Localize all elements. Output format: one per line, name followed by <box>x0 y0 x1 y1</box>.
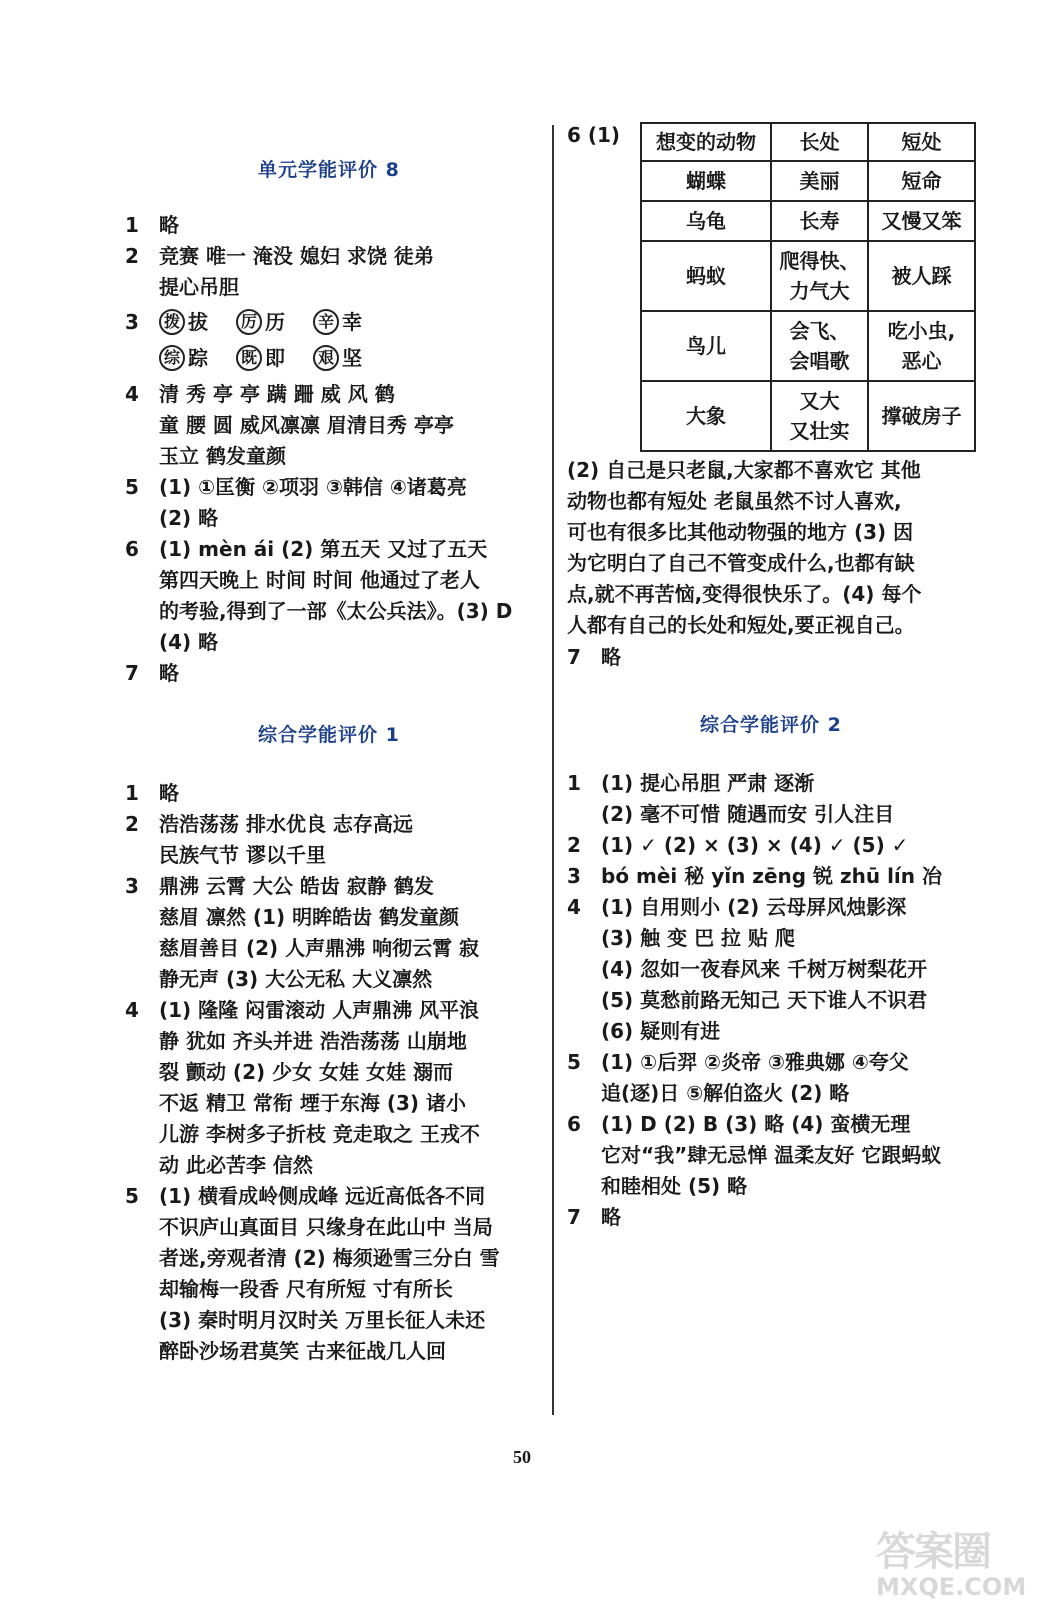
answer-line: 慈眉 凛然 (1) 明眸皓齿 鹤发童颜 <box>159 905 460 929</box>
answer-line: 儿游 李树多子折枝 竞走取之 王戎不 <box>159 1122 480 1146</box>
answer-line: (1) ✓ (2) × (3) × (4) ✓ (5) ✓ <box>601 833 909 857</box>
answer-line: 的考验,得到了一部《太公兵法》。(3) D <box>159 599 513 623</box>
answer-line: 略 <box>601 645 621 669</box>
answer-lines <box>601 642 621 673</box>
cell-text: 蝴蝶 <box>686 169 726 193</box>
table-cell <box>641 161 771 201</box>
answer-lines <box>159 995 480 1181</box>
question-number: 1 <box>125 781 139 805</box>
table-cell <box>771 123 868 161</box>
question-number: 7 <box>567 1205 581 1229</box>
answer-line: bó mèi 秘 yǐn zēng 锐 zhū lín 冶 <box>601 864 942 888</box>
cell-text: 又大 <box>799 389 840 413</box>
cell-text: 短命 <box>901 169 942 193</box>
answer-lines <box>159 379 454 472</box>
table-cell <box>868 241 975 311</box>
question-number: 7 <box>125 661 139 685</box>
cell-text: 长寿 <box>799 209 840 233</box>
question-number: 1 <box>125 213 139 237</box>
correct-char: 即 <box>265 346 285 370</box>
answer-lines <box>601 1047 909 1109</box>
table-cell <box>868 161 975 201</box>
answer-line: (4) 忽如一夜春风来 千树万树梨花开 <box>601 957 928 981</box>
answer-line: 追(逐)日 ⑤解伯盗火 (2) 略 <box>601 1081 850 1105</box>
answer-lines <box>159 472 467 534</box>
answer-lines <box>601 892 927 1047</box>
watermark-url: MXQE.COM <box>876 1573 1027 1601</box>
cell-text: 大象 <box>686 404 726 428</box>
correct-char: 幸 <box>342 310 362 334</box>
page-number: 50 <box>513 1447 531 1467</box>
table-cell <box>868 123 975 161</box>
table-cell <box>641 201 771 241</box>
answer-line: 可也有很多比其他动物强的地方 (3) 因 <box>567 520 914 544</box>
answer-line: (3) 触 变 巴 拉 贴 爬 <box>601 926 795 950</box>
table-cell <box>868 201 975 241</box>
correct-char: 坚 <box>342 346 362 370</box>
table-cell <box>771 381 868 451</box>
cell-text: 会唱歌 <box>789 349 850 373</box>
question-number: 3 <box>125 874 139 898</box>
table-cell <box>641 381 771 451</box>
table-row <box>641 381 975 451</box>
column-divider <box>552 125 554 1415</box>
cell-text: 撑破房子 <box>881 404 962 428</box>
answer-line: (6) 疑则有进 <box>601 1019 721 1043</box>
cell-text: 美丽 <box>799 169 840 193</box>
circled-wrong-char: 厉 <box>236 309 262 335</box>
table-cell <box>771 311 868 381</box>
answer-line: 动 此必苦李 信然 <box>159 1153 313 1177</box>
answer-line: (1) 提心吊胆 严肃 逐渐 <box>601 771 815 795</box>
question-number: 5 <box>125 475 139 499</box>
question-number: 2 <box>567 833 581 857</box>
answer-line: (1) mèn ái (2) 第五天 又过了五天 <box>159 537 488 561</box>
cell-text: 长处 <box>799 130 840 154</box>
answer-lines <box>159 534 512 658</box>
animal-comparison-table <box>640 122 976 452</box>
cell-text: 蚂蚁 <box>686 264 726 288</box>
circled-wrong-char: 拨 <box>159 309 185 335</box>
cell-text: 力气大 <box>789 279 850 303</box>
answer-line: 略 <box>601 1205 621 1229</box>
cell-text: 乌龟 <box>686 209 726 233</box>
answer-lines <box>159 658 179 689</box>
answer-line: 静 犹如 齐头并进 浩浩荡荡 山崩地 <box>159 1029 467 1053</box>
cell-text: 想变的动物 <box>656 130 756 154</box>
question-number: 4 <box>567 895 581 919</box>
question-number: 4 <box>125 998 139 1022</box>
question-6-continued <box>567 455 921 641</box>
question-number: 6 <box>567 1112 581 1136</box>
answer-line: (1) ①后羿 ②炎帝 ③雅典娜 ④夸父 <box>601 1050 909 1074</box>
circled-wrong-char: 辛 <box>313 309 339 335</box>
question-number: 4 <box>125 382 139 406</box>
table-row <box>641 311 975 381</box>
table-cell <box>868 311 975 381</box>
answer-line: 静无声 (3) 大公无私 大义凛然 <box>159 967 433 991</box>
table-cell <box>641 241 771 311</box>
answer-line: (3) 秦时明月汉时关 万里长征人未还 <box>159 1308 486 1332</box>
question-number: 6 <box>125 537 139 561</box>
table-cell <box>868 381 975 451</box>
circled-wrong-char: 综 <box>159 345 185 371</box>
correct-char: 拔 <box>188 310 208 334</box>
answer-lines <box>159 1181 500 1367</box>
answer-line: 为它明白了自己不管变成什么,也都有缺 <box>567 551 915 575</box>
question-number: 2 <box>125 812 139 836</box>
answer-lines <box>601 768 894 830</box>
answer-line: (1) 隆隆 闷雷滚动 人声鼎沸 风平浪 <box>159 998 480 1022</box>
answer-lines <box>159 241 434 303</box>
cell-text: 会飞、 <box>789 319 850 343</box>
cell-text: 爬得快、 <box>779 249 860 273</box>
answer-lines <box>159 871 479 995</box>
answer-line: 者迷,旁观者清 (2) 梅须逊雪三分白 雪 <box>159 1246 500 1270</box>
answer-line: 略 <box>159 661 179 685</box>
watermark-text: 答案圈 <box>876 1529 990 1575</box>
section-title-unit-8: 单元学能评价 8 <box>258 159 400 181</box>
question-6-label: 6 (1) <box>567 123 621 147</box>
table-cell <box>641 311 771 381</box>
answer-line: 浩浩荡荡 排水优良 志存高远 <box>159 812 413 836</box>
answer-lines <box>159 307 390 379</box>
answer-line: 裂 颤动 (2) 少女 女娃 女娃 溺而 <box>159 1060 453 1084</box>
answer-lines <box>601 1109 941 1202</box>
question-number: 5 <box>125 1184 139 1208</box>
answer-line: 第四天晚上 时间 时间 他通过了老人 <box>159 568 480 592</box>
answer-line: 和睦相处 (5) 略 <box>601 1174 748 1198</box>
question-number: 5 <box>567 1050 581 1074</box>
answer-line: 略 <box>159 781 179 805</box>
correct-char: 历 <box>265 310 285 334</box>
question-number: 1 <box>567 771 581 795</box>
cell-text: 短处 <box>901 130 942 154</box>
answer-line: 玉立 鹤发童颜 <box>159 444 286 468</box>
answer-line: 却输梅一段香 尺有所短 寸有所长 <box>159 1277 453 1301</box>
answer-line: (1) D (2) B (3) 略 (4) 蛮横无理 <box>601 1112 911 1136</box>
cell-text: 吃小虫, <box>887 319 956 343</box>
answer-line: (1) ①匡衡 ②项羽 ③韩信 ④诸葛亮 <box>159 475 467 499</box>
table-cell <box>641 123 771 161</box>
cell-text: 恶心 <box>901 349 942 373</box>
answer-line: 童 腰 圆 威风凛凛 眉清目秀 亭亭 <box>159 413 454 437</box>
section-title-comprehensive-2: 综合学能评价 2 <box>700 714 842 736</box>
circled-wrong-char: 艰 <box>313 345 339 371</box>
answer-line: 点,就不再苦恼,变得很快乐了。(4) 每个 <box>567 582 922 606</box>
answer-line: (5) 莫愁前路无知己 天下谁人不识君 <box>601 988 928 1012</box>
table-cell <box>771 241 868 311</box>
answer-lines <box>159 210 179 241</box>
question-number: 3 <box>125 310 139 334</box>
cell-text: 鸟儿 <box>686 334 726 358</box>
answer-line: 略 <box>159 213 179 237</box>
watermark-logo <box>876 1520 1027 1601</box>
cell-text: 又慢又笨 <box>881 209 962 233</box>
answer-line: 不识庐山真面目 只缘身在此山中 当局 <box>159 1215 493 1239</box>
answer-line <box>159 343 390 379</box>
answer-line: 竞赛 唯一 淹没 媳妇 求饶 徒弟 <box>159 244 434 268</box>
answer-line: 鼎沸 云霄 大公 皓齿 寂静 鹤发 <box>159 874 434 898</box>
answer-line <box>159 307 390 343</box>
section-title-comprehensive-1: 综合学能评价 1 <box>258 724 400 746</box>
answer-lines <box>601 1202 621 1233</box>
answer-line: (2) 略 <box>159 506 219 530</box>
answer-line: 清 秀 亭 亭 蹒 跚 威 风 鹤 <box>159 382 395 406</box>
answer-lines <box>601 830 908 861</box>
answer-line: 它对“我”肆无忌惮 温柔友好 它跟蚂蚁 <box>601 1143 942 1167</box>
circled-wrong-char: 既 <box>236 345 262 371</box>
answer-line: 提心吊胆 <box>159 275 239 299</box>
question-number: 7 <box>567 645 581 669</box>
table-cell <box>771 161 868 201</box>
table-cell <box>771 201 868 241</box>
question-number: 3 <box>567 864 581 888</box>
answer-line: 动物也都有短处 老鼠虽然不讨人喜欢, <box>567 489 902 513</box>
answer-line: (2) 毫不可惜 随遇而安 引人注目 <box>601 802 895 826</box>
table-row <box>641 123 975 161</box>
answer-line: 人都有自己的长处和短处,要正视自己。 <box>567 613 915 637</box>
correct-char: 踪 <box>188 346 208 370</box>
table-row <box>641 241 975 311</box>
table-row <box>641 201 975 241</box>
question-number: 2 <box>125 244 139 268</box>
answer-lines <box>601 861 942 892</box>
answer-lines <box>159 809 413 871</box>
answer-line: (1) 自用则小 (2) 云母屏风烛影深 <box>601 895 907 919</box>
answer-lines <box>159 778 179 809</box>
answer-line: 慈眉善目 (2) 人声鼎沸 响彻云霄 寂 <box>159 936 480 960</box>
cell-text: 被人踩 <box>891 264 952 288</box>
answer-line: (4) 略 <box>159 630 219 654</box>
answer-line: (1) 横看成岭侧成峰 远近高低各不同 <box>159 1184 486 1208</box>
cell-text: 又壮实 <box>789 419 850 443</box>
table-row <box>641 161 975 201</box>
answer-line: (2) 自己是只老鼠,大家都不喜欢它 其他 <box>567 458 921 482</box>
answer-line: 醉卧沙场君莫笑 古来征战几人回 <box>159 1339 446 1363</box>
answer-line: 不返 精卫 常衔 堙于东海 (3) 诸小 <box>159 1091 467 1115</box>
answer-line: 民族气节 谬以千里 <box>159 843 326 867</box>
